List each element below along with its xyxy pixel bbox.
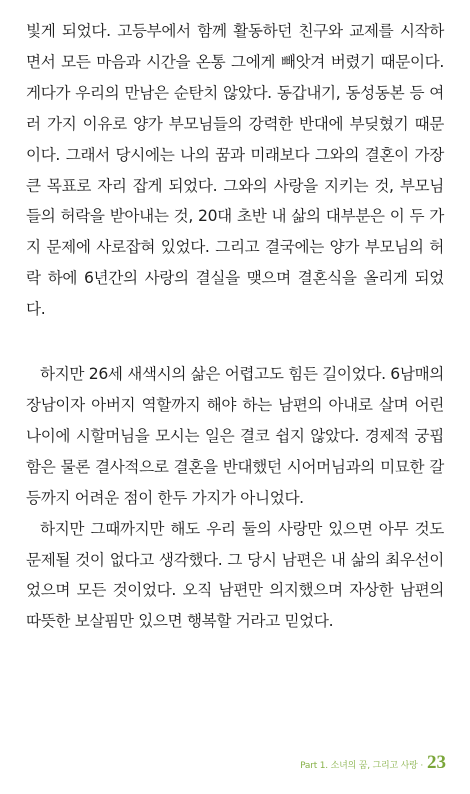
paragraph-3: 하지만 그때까지만 해도 우리 둘의 사랑만 있으면 아무 것도 문제될 것이 없다고 생각했다. 그 당시 남편은 내 삶의 최우선이었으며 모든 것이었다. 오직 남편만 의지했으며 자상한 남편의 따뜻한 보살핌만 있으면 행복할 거라고 믿었다. xyxy=(26,519,444,631)
running-footer-section: Part 1. 소녀의 꿈, 그리고 사랑 · xyxy=(300,761,423,771)
paragraph-gap xyxy=(26,325,444,359)
paragraph-2: 하지만 26세 새색시의 삶은 어렵고도 힘든 길이었다. 6남매의 장남이자 아버지 역할까지 해야 하는 남편의 아내로 살며 어린 나이에 시할머님을 모시는 일은 결코 쉽지 않았다. 경제적 궁핍함은 물론 결사적으로 결혼을 반대했던 시어머님과의 미묘한 갈등까지 어려운 점이 한두 가지가 아니었다. xyxy=(26,365,444,507)
body-text xyxy=(26,16,444,637)
paragraph-1: 빛게 되었다. 고등부에서 함께 활동하던 친구와 교제를 시작하면서 모든 마음과 시간을 온통 그에게 빼앗겨 버렸기 때문이다. 게다가 우리의 만남은 순탄치 않았다. 동갑내기, 동성동본 등 여러 가지 이유로 양가 부모님들의 강력한 반대에 부딪혔기 때문이다. 그래서 당시에는 나의 꿈과 미래보다 그와의 결혼이 가장 큰 목표로 자리 잡게 되었다. 그와의 사랑을 지키는 것, 부모님들의 허락을 받아내는 것, 20대 초반 내 삶의 대부분은 이 두 가지 문제에 사로잡혀 있었다. 그리고 결국에는 양가 부모님의 허락 하에 6년간의 사랑의 결실을 맺으며 결혼식을 올리게 되었다. xyxy=(26,22,444,319)
page-footer xyxy=(300,752,446,774)
page-number: 23 xyxy=(427,752,446,773)
